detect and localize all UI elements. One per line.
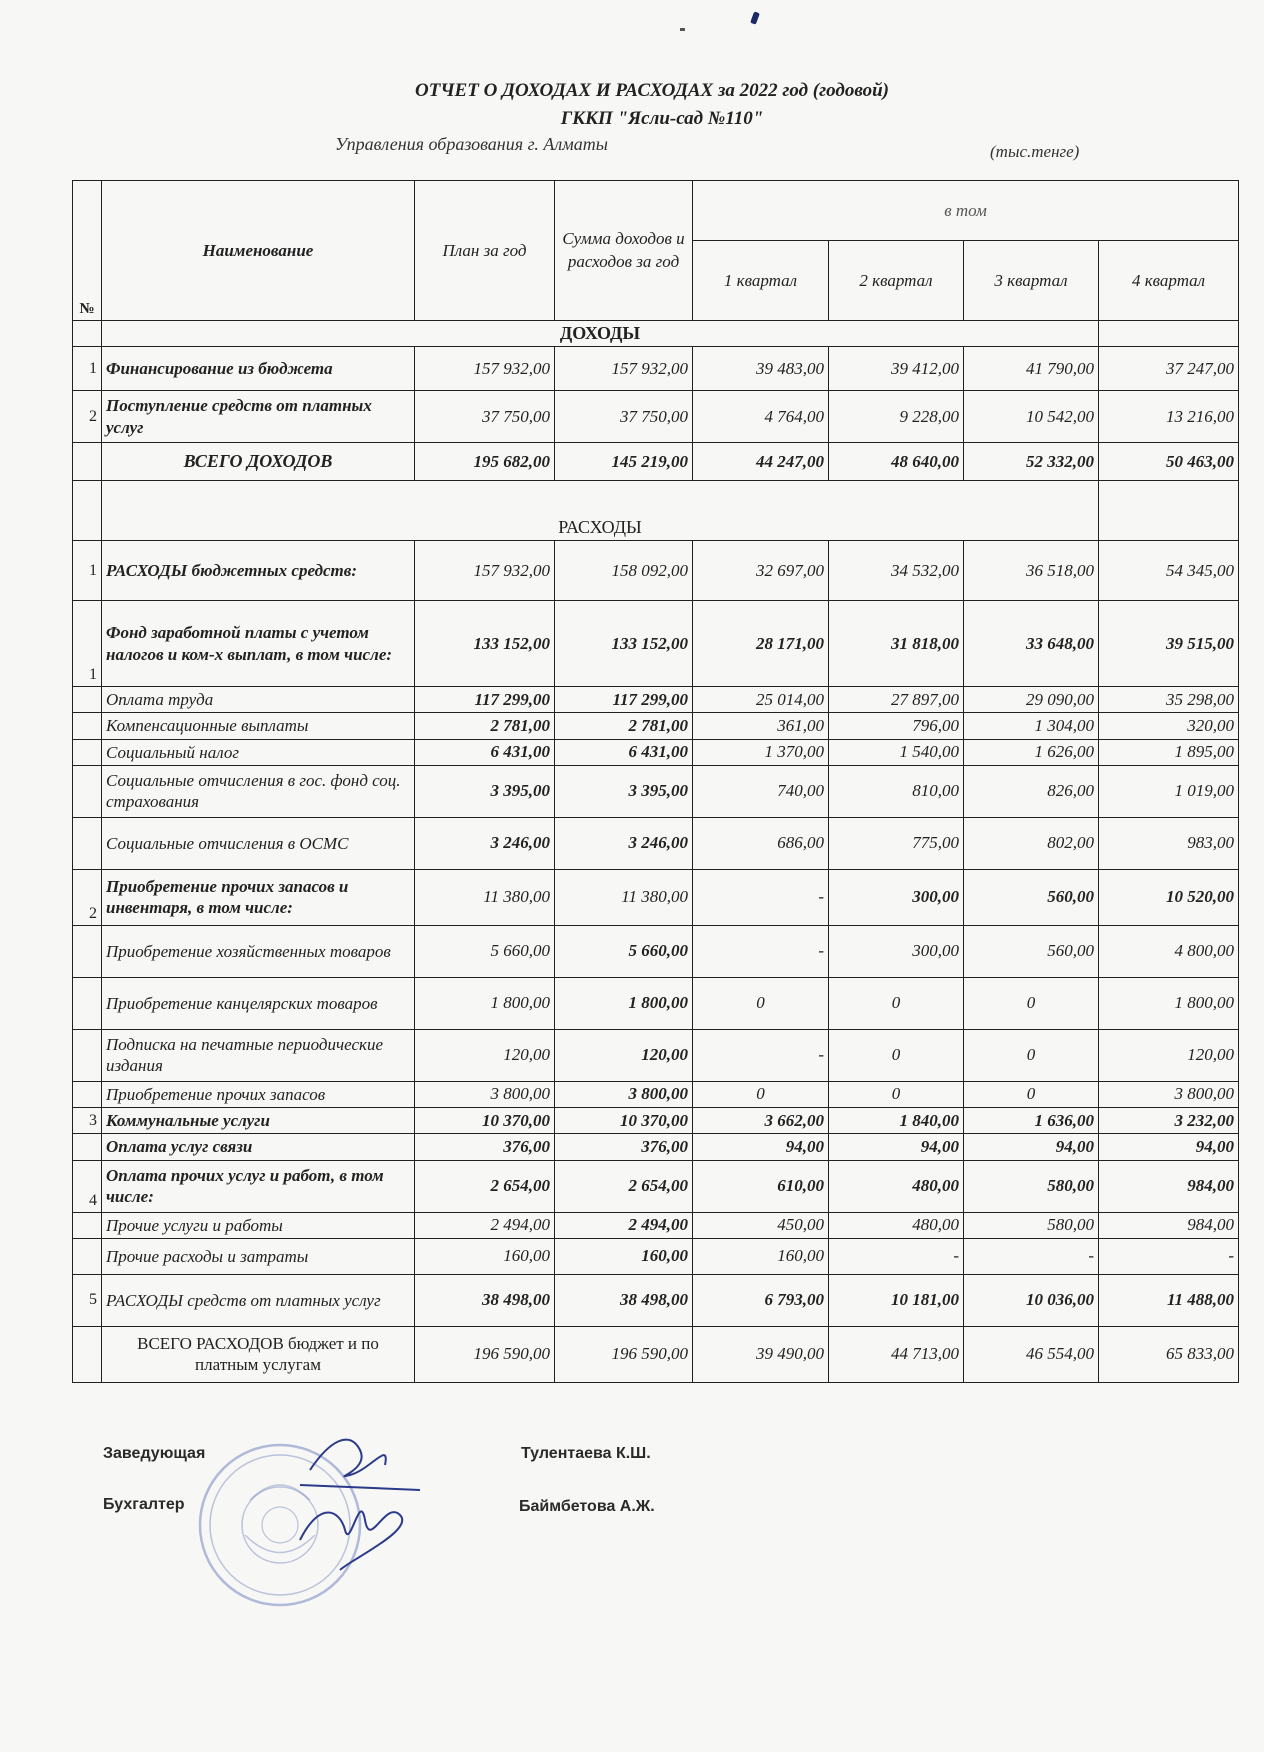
cell-q2: 480,00: [829, 1160, 964, 1212]
cell-q1: -: [693, 869, 829, 925]
report-table: [72, 180, 1239, 1383]
organization-title: ГККП "Ясли-сад №110": [560, 108, 764, 129]
cell-q3: 0: [964, 1081, 1099, 1107]
expense-rows: [73, 541, 1239, 1383]
cell-plan: 376,00: [415, 1134, 555, 1160]
cell-q3: 802,00: [964, 817, 1099, 869]
expense-row: [73, 765, 1239, 817]
cell-q3: 826,00: [964, 765, 1099, 817]
cell-q2: 796,00: [829, 713, 964, 739]
row-name: Социальные отчисления в ОСМС: [102, 817, 415, 869]
cell-plan: 5 660,00: [415, 925, 555, 977]
row-name: Оплата услуг связи: [102, 1134, 415, 1160]
expense-row: [73, 1081, 1239, 1107]
cell-q3: 10 542,00: [964, 391, 1099, 443]
cell-sum: 5 660,00: [555, 925, 693, 977]
income-section-label: ДОХОДЫ: [102, 321, 1099, 347]
cell-q1: 39 483,00: [693, 347, 829, 391]
cell-q1: 3 662,00: [693, 1108, 829, 1134]
cell-sum: 2 781,00: [555, 713, 693, 739]
cell-q3: 1 626,00: [964, 739, 1099, 765]
cell-q3: 94,00: [964, 1134, 1099, 1160]
row-number: [73, 1081, 102, 1107]
head-name-label: Тулентаева К.Ш.: [521, 1445, 651, 1462]
cell-sum: 160,00: [555, 1238, 693, 1274]
cell-sum: 6 431,00: [555, 739, 693, 765]
cell-q4: 3 800,00: [1099, 1081, 1239, 1107]
row-number: [73, 925, 102, 977]
cell-q3: 0: [964, 1029, 1099, 1081]
expense-row: [73, 739, 1239, 765]
expense-section-row: [73, 481, 1239, 541]
cell-sum: 10 370,00: [555, 1108, 693, 1134]
row-name: Оплата прочих услуг и работ, в том числе:: [102, 1160, 415, 1212]
cell-q4: 37 247,00: [1099, 347, 1239, 391]
row-name: Приобретение прочих запасов и инвентаря, в том числе:: [102, 869, 415, 925]
cell-q1: 94,00: [693, 1134, 829, 1160]
cell-sum: 196 590,00: [555, 1326, 693, 1382]
cell-plan: 11 380,00: [415, 869, 555, 925]
cell-q3: 10 036,00: [964, 1274, 1099, 1326]
expense-row: [73, 1134, 1239, 1160]
cell-q1: 28 171,00: [693, 601, 829, 687]
row-number: [73, 1134, 102, 1160]
row-name: ВСЕГО ДОХОДОВ: [102, 443, 415, 481]
accountant-name-label: Баймбетова А.Ж.: [519, 1498, 655, 1515]
ink-dot: [680, 28, 685, 31]
cell-q1: 610,00: [693, 1160, 829, 1212]
cell-q3: 0: [964, 977, 1099, 1029]
header-row-1: [73, 181, 1239, 241]
cell-plan: 6 431,00: [415, 739, 555, 765]
expense-row: [73, 687, 1239, 713]
row-number: [73, 977, 102, 1029]
col-plan-header: План за год: [415, 181, 555, 321]
row-number: 2: [73, 391, 102, 443]
cell-q3: 52 332,00: [964, 443, 1099, 481]
cell-q2: 44 713,00: [829, 1326, 964, 1382]
expense-row: [73, 1160, 1239, 1212]
cell-q3: 560,00: [964, 925, 1099, 977]
report-title: ОТЧЕТ О ДОХОДАХ И РАСХОДАХ за 2022 год (годовой): [415, 80, 889, 101]
cell-sum: 157 932,00: [555, 347, 693, 391]
expense-row: [73, 925, 1239, 977]
cell-q3: 33 648,00: [964, 601, 1099, 687]
row-number: 1: [73, 601, 102, 687]
row-number: 3: [73, 1108, 102, 1134]
cell-sum: 38 498,00: [555, 1274, 693, 1326]
expense-total-row: [73, 1326, 1239, 1382]
cell-q4: 1 800,00: [1099, 977, 1239, 1029]
cell-q4: 983,00: [1099, 817, 1239, 869]
cell-q1: 4 764,00: [693, 391, 829, 443]
head-role-label: Заведующая: [103, 1445, 206, 1462]
cell-sum: 3 800,00: [555, 1081, 693, 1107]
cell-q1: 39 490,00: [693, 1326, 829, 1382]
row-name: Подписка на печатные периодические издания: [102, 1029, 415, 1081]
cell-q2: 27 897,00: [829, 687, 964, 713]
cell-q1: -: [693, 925, 829, 977]
row-number: [73, 443, 102, 481]
cell-q2: 48 640,00: [829, 443, 964, 481]
cell-q1: 686,00: [693, 817, 829, 869]
row-number: 4: [73, 1160, 102, 1212]
cell-q4: 94,00: [1099, 1134, 1239, 1160]
cell-plan: 1 800,00: [415, 977, 555, 1029]
row-number: [73, 1029, 102, 1081]
cell-q3: 560,00: [964, 869, 1099, 925]
cell-q4: 120,00: [1099, 1029, 1239, 1081]
cell-sum: 120,00: [555, 1029, 693, 1081]
cell-q2: 34 532,00: [829, 541, 964, 601]
cell-q2: 1 540,00: [829, 739, 964, 765]
row-name: РАСХОДЫ бюджетных средств:: [102, 541, 415, 601]
cell-plan: 10 370,00: [415, 1108, 555, 1134]
row-number: [73, 713, 102, 739]
row-name: Социальные отчисления в гос. фонд соц. страхования: [102, 765, 415, 817]
row-name: Компенсационные выплаты: [102, 713, 415, 739]
row-number: [73, 817, 102, 869]
cell-sum: 1 800,00: [555, 977, 693, 1029]
cell-sum: 37 750,00: [555, 391, 693, 443]
row-number: 2: [73, 869, 102, 925]
income-total-row: [73, 443, 1239, 481]
ink-mark: [750, 11, 760, 24]
row-name: Приобретение канцелярских товаров: [102, 977, 415, 1029]
cell-plan: 37 750,00: [415, 391, 555, 443]
cell-sum: 3 246,00: [555, 817, 693, 869]
cell-q4: 1 895,00: [1099, 739, 1239, 765]
cell-q1: 6 793,00: [693, 1274, 829, 1326]
cell-q2: 480,00: [829, 1212, 964, 1238]
cell-sum: 117 299,00: [555, 687, 693, 713]
row-number: 1: [73, 541, 102, 601]
expense-section-label: РАСХОДЫ: [102, 481, 1099, 541]
expense-row: [73, 1108, 1239, 1134]
cell-plan: 117 299,00: [415, 687, 555, 713]
cell-q4: 50 463,00: [1099, 443, 1239, 481]
cell-q2: 10 181,00: [829, 1274, 964, 1326]
cell-q1: 25 014,00: [693, 687, 829, 713]
cell-q1: 44 247,00: [693, 443, 829, 481]
row-number: [73, 1238, 102, 1274]
income-section-row: [73, 321, 1239, 347]
cell-sum: 11 380,00: [555, 869, 693, 925]
cell-q1: 0: [693, 1081, 829, 1107]
cell-q2: 1 840,00: [829, 1108, 964, 1134]
cell-q3: 36 518,00: [964, 541, 1099, 601]
row-number: 1: [73, 347, 102, 391]
expense-row: [73, 1238, 1239, 1274]
cell-sum: 2 494,00: [555, 1212, 693, 1238]
cell-plan: 2 494,00: [415, 1212, 555, 1238]
cell-sum: 158 092,00: [555, 541, 693, 601]
cell-q1: -: [693, 1029, 829, 1081]
col-q3-header: 3 квартал: [964, 241, 1099, 321]
cell-q3: 29 090,00: [964, 687, 1099, 713]
cell-plan: 3 395,00: [415, 765, 555, 817]
cell-q4: 3 232,00: [1099, 1108, 1239, 1134]
cell-q4: 35 298,00: [1099, 687, 1239, 713]
cell-sum: 2 654,00: [555, 1160, 693, 1212]
cell-q4: 65 833,00: [1099, 1326, 1239, 1382]
row-name: Поступление средств от платных услуг: [102, 391, 415, 443]
cell-plan: 2 781,00: [415, 713, 555, 739]
cell-plan: 3 246,00: [415, 817, 555, 869]
cell-q4: 11 488,00: [1099, 1274, 1239, 1326]
cell-q3: -: [964, 1238, 1099, 1274]
row-number: [73, 1212, 102, 1238]
expense-row: [73, 1274, 1239, 1326]
income-row: [73, 391, 1239, 443]
col-q1-header: 1 квартал: [693, 241, 829, 321]
expense-row: [73, 601, 1239, 687]
cell-q4: 10 520,00: [1099, 869, 1239, 925]
row-name: Фонд заработной платы с учетом налогов и ком-х выплат, в том числе:: [102, 601, 415, 687]
row-name: Прочие услуги и работы: [102, 1212, 415, 1238]
cell-plan: 133 152,00: [415, 601, 555, 687]
cell-q2: 0: [829, 1029, 964, 1081]
col-incl-header: в том: [693, 181, 1239, 241]
cell-q4: 320,00: [1099, 713, 1239, 739]
row-number: [73, 687, 102, 713]
cell-q2: 775,00: [829, 817, 964, 869]
row-name: Прочие расходы и затраты: [102, 1238, 415, 1274]
expense-row: [73, 817, 1239, 869]
col-q4-header: 4 квартал: [1099, 241, 1239, 321]
cell-q4: 13 216,00: [1099, 391, 1239, 443]
expense-row: [73, 869, 1239, 925]
cell-q1: 361,00: [693, 713, 829, 739]
col-sum-header: Сумма доходов и расходов за год: [555, 181, 693, 321]
row-number: [73, 1326, 102, 1382]
department-subtitle: Управления образования г. Алматы: [335, 134, 608, 154]
col-name-header: Наименование: [102, 181, 415, 321]
expense-row: [73, 713, 1239, 739]
cell-sum: 376,00: [555, 1134, 693, 1160]
row-name: Приобретение хозяйственных товаров: [102, 925, 415, 977]
col-no-header: №: [73, 181, 102, 321]
expense-row: [73, 1029, 1239, 1081]
cell-sum: 3 395,00: [555, 765, 693, 817]
cell-q2: 300,00: [829, 869, 964, 925]
row-name: Оплата труда: [102, 687, 415, 713]
cell-q4: 54 345,00: [1099, 541, 1239, 601]
cell-q2: 0: [829, 1081, 964, 1107]
cell-plan: 3 800,00: [415, 1081, 555, 1107]
accountant-role-label: Бухгалтер: [103, 1496, 185, 1513]
cell-q3: 1 304,00: [964, 713, 1099, 739]
cell-plan: 38 498,00: [415, 1274, 555, 1326]
cell-plan: 120,00: [415, 1029, 555, 1081]
cell-q3: 41 790,00: [964, 347, 1099, 391]
col-q2-header: 2 квартал: [829, 241, 964, 321]
cell-q3: 46 554,00: [964, 1326, 1099, 1382]
income-row: [73, 347, 1239, 391]
cell-plan: 2 654,00: [415, 1160, 555, 1212]
cell-q2: 94,00: [829, 1134, 964, 1160]
expense-row: [73, 541, 1239, 601]
cell-sum: 145 219,00: [555, 443, 693, 481]
row-number: [73, 739, 102, 765]
row-name: Социальный налог: [102, 739, 415, 765]
cell-q4: 4 800,00: [1099, 925, 1239, 977]
cell-plan: 160,00: [415, 1238, 555, 1274]
cell-q2: 39 412,00: [829, 347, 964, 391]
cell-plan: 195 682,00: [415, 443, 555, 481]
cell-q1: 160,00: [693, 1238, 829, 1274]
cell-q1: 0: [693, 977, 829, 1029]
expense-row: [73, 977, 1239, 1029]
cell-q2: 0: [829, 977, 964, 1029]
row-name: Коммунальные услуги: [102, 1108, 415, 1134]
income-rows: [73, 347, 1239, 481]
row-number: [73, 765, 102, 817]
cell-q1: 450,00: [693, 1212, 829, 1238]
cell-q4: 1 019,00: [1099, 765, 1239, 817]
cell-q2: -: [829, 1238, 964, 1274]
cell-plan: 157 932,00: [415, 541, 555, 601]
cell-q1: 32 697,00: [693, 541, 829, 601]
cell-q2: 31 818,00: [829, 601, 964, 687]
cell-q3: 580,00: [964, 1160, 1099, 1212]
cell-plan: 157 932,00: [415, 347, 555, 391]
cell-q4: -: [1099, 1238, 1239, 1274]
row-name: ВСЕГО РАСХОДОВ бюджет и по платным услугам: [102, 1326, 415, 1382]
cell-plan: 196 590,00: [415, 1326, 555, 1382]
cell-q1: 1 370,00: [693, 739, 829, 765]
row-name: Финансирование из бюджета: [102, 347, 415, 391]
cell-q1: 740,00: [693, 765, 829, 817]
cell-q4: 984,00: [1099, 1160, 1239, 1212]
cell-q2: 300,00: [829, 925, 964, 977]
cell-q2: 9 228,00: [829, 391, 964, 443]
cell-q3: 580,00: [964, 1212, 1099, 1238]
cell-sum: 133 152,00: [555, 601, 693, 687]
handwritten-signature: [290, 1420, 450, 1580]
expense-row: [73, 1212, 1239, 1238]
cell-q4: 39 515,00: [1099, 601, 1239, 687]
cell-q2: 810,00: [829, 765, 964, 817]
row-number: 5: [73, 1274, 102, 1326]
cell-q4: 984,00: [1099, 1212, 1239, 1238]
cell-q3: 1 636,00: [964, 1108, 1099, 1134]
row-name: РАСХОДЫ средств от платных услуг: [102, 1274, 415, 1326]
units-label: (тыс.тенге): [990, 142, 1080, 161]
row-name: Приобретение прочих запасов: [102, 1081, 415, 1107]
